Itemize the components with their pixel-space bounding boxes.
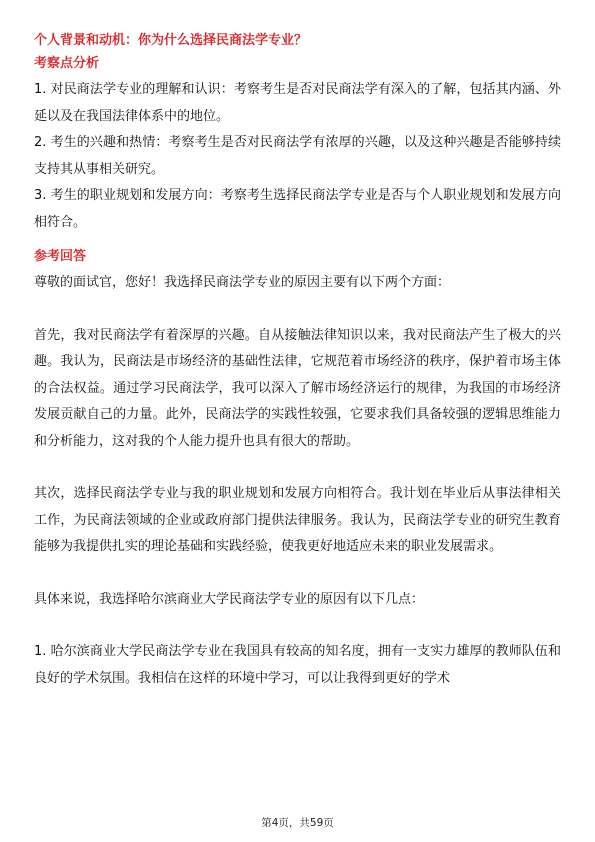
answer-title: 参考回答	[34, 249, 87, 264]
answer-paragraph: 首先，我对民商法学有着深厚的兴趣。自从接触法律知识以来，我对民商法产生了极大的兴趣。我认为，民商法是市场经济的基础性法律，它规范着市场经济的秩序，保护着市场主体的合法权益。通过学习民商法学，我可以深入了解市场经济运行的规律，为我国的市场经济发展贡献自己的力量。此外，民商法学的实践性较强，它要求我们具备较强的逻辑思维能力和分析能力，这对我的个人能力提升也具有很大的帮助。	[34, 327, 561, 449]
answer-paragraph: 1. 哈尔滨商业大学民商法学专业在我国具有较高的知名度，拥有一支实力雄厚的教师队伍和良好的学术氛围。我相信在这样的环境中学习，可以让我得到更好的学术	[34, 644, 561, 686]
analysis-title: 考察点分析	[34, 56, 100, 71]
answer-greeting: 尊敬的面试官，您好！我选择民商法学专业的原因主要有以下两个方面：	[34, 275, 451, 290]
answer-paragraph: 其次，选择民商法学专业与我的职业规划和发展方向相符合。我计划在毕业后从事法律相关工作，为民商法领域的企业或政府部门提供法律服务。我认为，民商法学专业的研究生教育能够为我提供扎实的理论基础和实践经验，使我更好地适应未来的职业发展需求。	[34, 486, 561, 554]
analysis-point: 2. 考生的兴趣和热情：考察考生是否对民商法学有浓厚的兴趣，以及这种兴趣是否能够持续支持其从事相关研究。	[34, 135, 561, 177]
question-title: 个人背景和动机：你为什么选择民商法学专业？	[34, 33, 308, 48]
analysis-point: 1. 对民商法学专业的理解和认识：考察考生是否对民商法学有深入的了解，包括其内涵、外延以及在我国法律体系中的地位。	[34, 82, 561, 124]
analysis-point: 3. 考生的职业规划和发展方向：考察考生选择民商法学专业是否与个人职业规划和发展方向相符合。	[34, 188, 561, 230]
answer-paragraph: 具体来说，我选择哈尔滨商业大学民商法学专业的原因有以下几点：	[34, 591, 425, 607]
page-number-footer: 第4页，共59页	[261, 817, 334, 829]
